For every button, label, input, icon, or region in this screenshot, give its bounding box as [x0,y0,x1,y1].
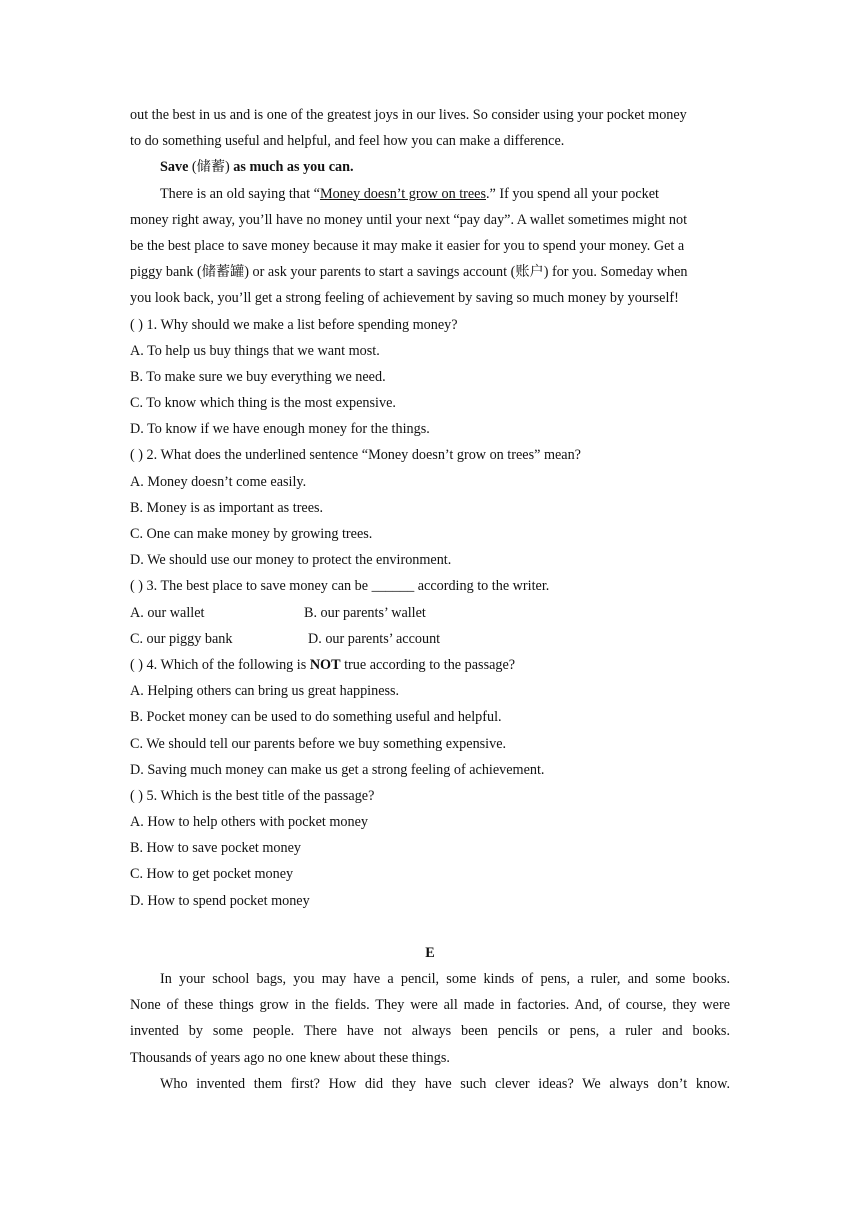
option: B. Pocket money can be used to do something useful and helpful. [130,709,502,726]
paragraph-line [130,181,730,207]
paragraph-line: be the best place to save money because it may make it easier for you to spend your money. Get a [130,237,685,254]
question-5: ( ) 5. Which is the best title of the passage? [130,787,375,804]
option: B. To make sure we buy everything we need. [130,368,386,385]
option: D. To know if we have enough money for the things. [130,421,430,438]
option: B. our parents’ wallet [304,604,426,621]
question-1: ( ) 1. Why should we make a list before spending money? [130,316,458,333]
question-3: ( ) 3. The best place to save money can be ______ according to the writer. [130,578,550,595]
paragraph-line: invented by some people. There have not always been pencils or pens, a ruler and books. [130,1023,730,1040]
paragraph-line: you look back, you’ll get a strong feeling of achievement by saving so much money by yourself! [130,290,679,307]
heading-bold: as much as you can. [233,159,354,176]
paragraph-line: None of these things grow in the fields. They were all made in factories. And, of course, they were [130,997,730,1014]
option: D. We should use our money to protect the environment. [130,552,452,569]
title-text: E [425,944,435,961]
option: C. our piggy bank [130,630,233,647]
question-4 [130,652,730,678]
spacer [130,914,730,940]
paragraph-line: Thousands of years ago no one knew about these things. [130,1049,450,1066]
document-content [130,102,730,1097]
option: A. Money doesn’t come easily. [130,473,307,490]
text-span: There is an old saying that “ [160,185,320,202]
text-span: .” If you spend all your pocket [486,185,659,202]
underlined-sentence: Money doesn’t grow on trees [319,185,486,202]
section-heading-save [130,154,730,180]
text-span: ( ) 4. Which of the following is [130,656,310,673]
paragraph-line: In your school bags, you may have a pencil, some kinds of pens, a ruler, and some books. [160,971,730,987]
option: A. our wallet [130,604,205,621]
question-2: ( ) 2. What does the underlined sentence “Money doesn’t grow on trees” mean? [130,447,581,464]
option: B. How to save pocket money [130,840,302,857]
option: A. How to help others with pocket money [130,814,368,831]
paragraph-line: piggy bank (储蓄罐) or ask your parents to start a savings account (账户) for you. Someday when [130,264,688,281]
heading-bold: Save [160,159,189,176]
option: C. One can make money by growing trees. [130,526,373,542]
passage-d-line: out the best in us and is one of the greatest joys in our lives. So consider using your pocket money [130,107,687,123]
option: D. Saving much money can make us get a strong feeling of achievement. [130,761,545,778]
paragraph-line: Who invented them first? How did they have such clever ideas? We always don’t know. [160,1075,730,1092]
option: A. To help us buy things that we want most. [130,342,380,359]
passage-e-title [130,940,730,966]
option: C. We should tell our parents before we buy something expensive. [130,735,507,752]
option: C. How to get pocket money [130,866,294,883]
text-span: true according to the passage? [340,656,516,673]
option-row [130,600,730,626]
option: B. Money is as important as trees. [130,499,324,516]
option-row [130,626,730,652]
option: D. our parents’ account [308,630,441,647]
option: A. Helping others can bring us great happiness. [130,683,400,700]
paragraph-line: money right away, you’ll have no money until your next “pay day”. A wallet sometimes might not [130,211,688,228]
option: C. To know which thing is the most expensive. [130,395,396,412]
passage-d-line: to do something useful and helpful, and feel how you can make a difference. [130,133,565,150]
heading-chinese: (储蓄) [188,159,234,176]
option: D. How to spend pocket money [130,892,310,909]
bold-text: NOT [309,656,341,673]
